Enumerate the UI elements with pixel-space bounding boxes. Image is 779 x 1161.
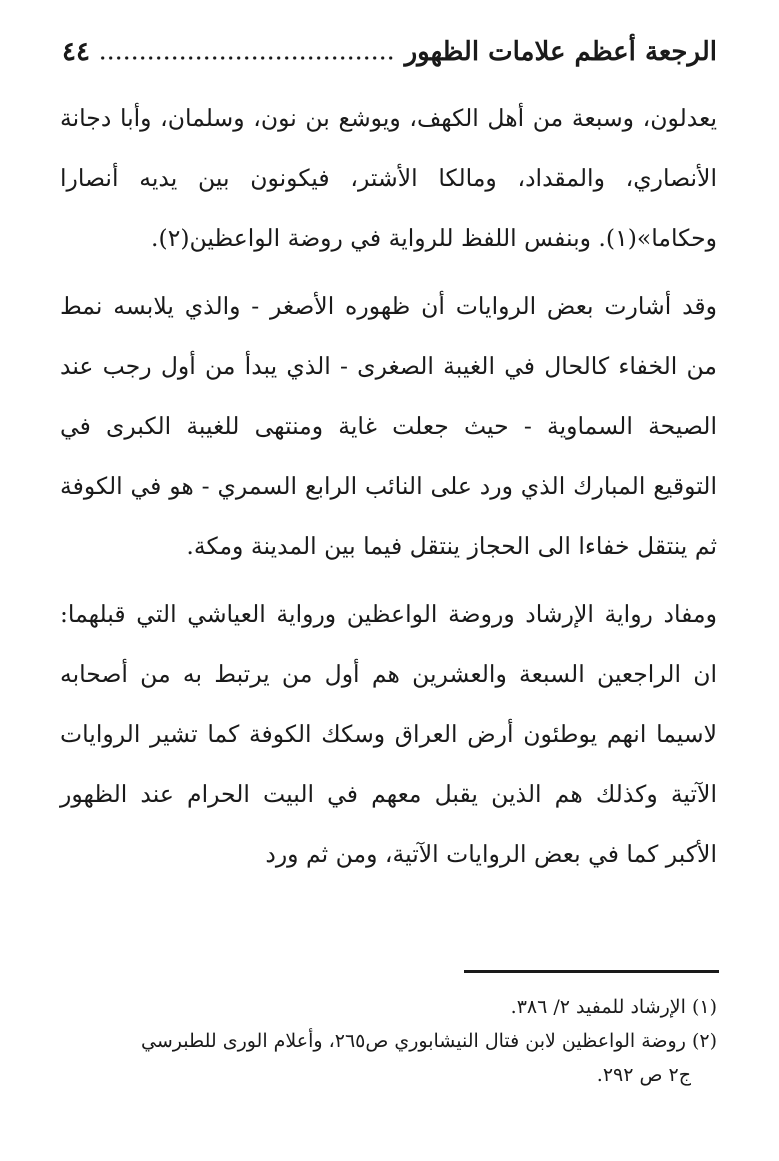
running-header	[62, 30, 717, 74]
footnote-2: (٢) روضة الواعظين لابن فتال النيشابوري ص٢٦٥، وأعلام الورى للطبرسي	[141, 1030, 717, 1052]
header-title: الرجعة أعظم علامات الظهور	[404, 37, 717, 67]
header-dot-leader	[100, 56, 395, 60]
footnote-1: (١) الإرشاد للمفيد ٢/ ٣٨٦.	[510, 996, 717, 1018]
paragraph-3: ومفاد رواية الإرشاد وروضة الواعظين ورواية العياشي التي قبلهما: ان الراجعين السبعة والعشرين هم أول من يرتبط به من أصحابه لاسيما انهم يوطئون أرض العراق وسكك الكوفة كما تشير الروايات الآتية وكذلك هم الذين يقبل معهم في البيت الحرام عند الظهور الأكبر كما في بعض الروايات الآتية، ومن ثم ورد	[60, 600, 717, 868]
paragraph-1: يعدلون، وسبعة من أهل الكهف، ويوشع بن نون، وسلمان، وأبا دجانة الأنصاري، والمقداد، ومالكا الأشتر، فيكونون بين يديه أنصارا وحكاما»(١). وبنفس اللفظ للرواية في روضة الواعظين(٢).	[60, 104, 717, 252]
footnote-2-continuation: ج٢ ص ٢٩٢.	[596, 1064, 691, 1086]
footnote-separator	[464, 970, 719, 973]
paragraph-2: وقد أشارت بعض الروايات أن ظهوره الأصغر - والذي يلابسه نمط من الخفاء كالحال في الغيبة الصغرى - الذي يبدأ من أول رجب عند الصيحة السماوية - حيث جعلت غاية ومنتهى للغيبة الكبرى في التوقيع المبارك الذي ورد على النائب الرابع السمري - هو في الكوفة ثم ينتقل خفاءا الى الحجاز ينتقل فيما بين المدينة ومكة.	[60, 292, 717, 560]
page-number: ٤٤	[62, 37, 90, 67]
footnotes	[62, 990, 717, 1092]
body-text	[60, 88, 717, 884]
